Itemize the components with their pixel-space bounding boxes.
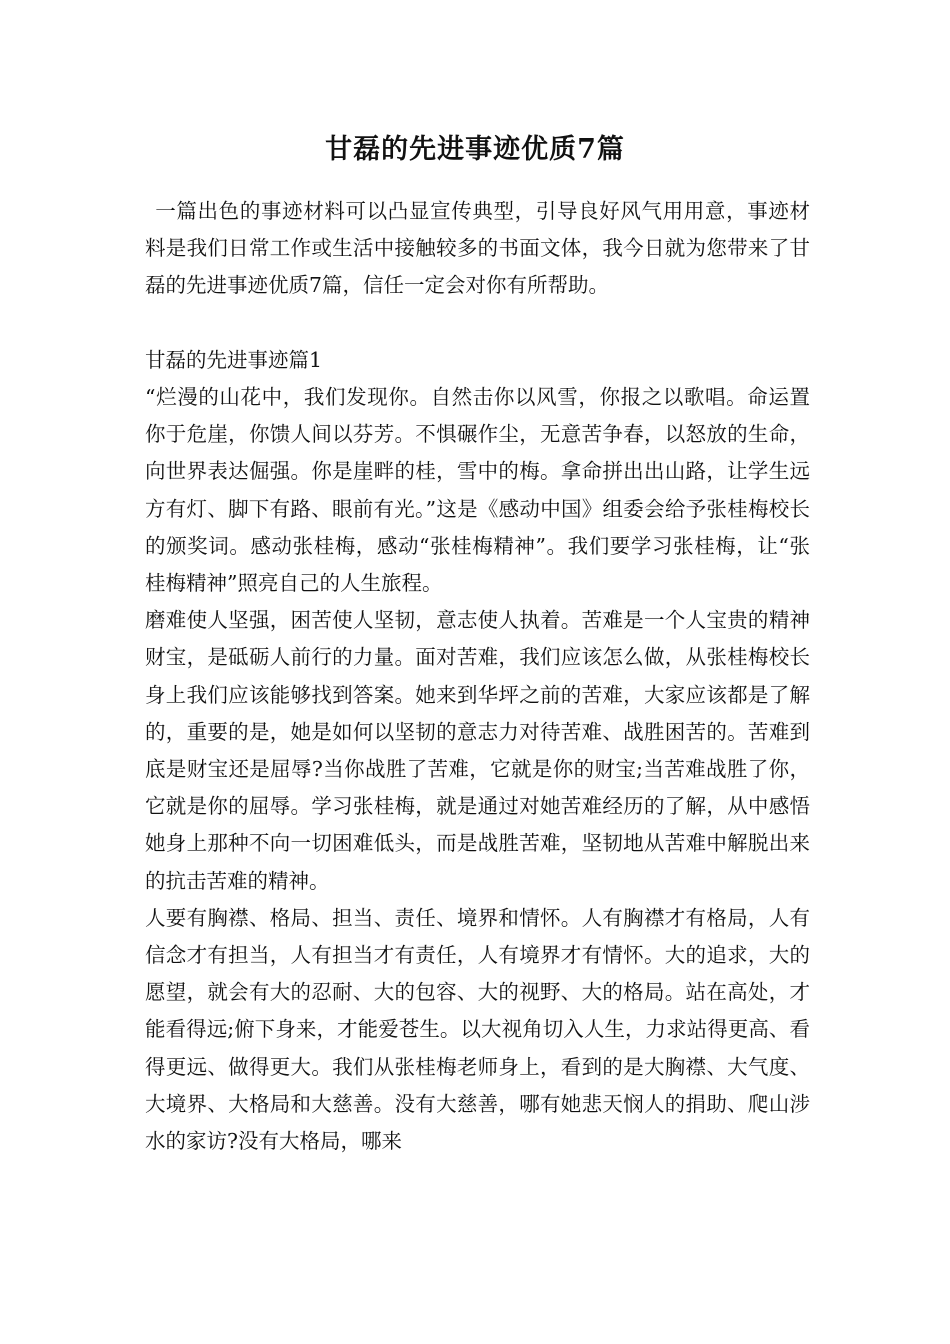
document-title: 甘磊的先进事迹优质7篇 xyxy=(325,134,625,165)
body-paragraph: 人要有胸襟、格局、担当、责任、境界和情怀。人有胸襟才有格局，人有信念才有担当，人有担当才有责任，人有境界才有情怀。大的追求，大的愿望，就会有大的忍耐、大的包容、大的视野、大的格局。站在高处，才能看得远;俯下身来，才能爱苍生。以大视角切入人生，力求站得更高、看得更远、做得更大。我们从张桂梅老师身上，看到的是大胸襟、大气度、大境界、大格局和大慈善。没有大慈善，哪有她悲天悯人的捐助、爬山涉水的家访?没有大格局，哪来 xyxy=(145,905,810,1154)
paragraph-spacer xyxy=(145,305,810,342)
document-body xyxy=(145,193,810,1160)
body-paragraph: 磨难使人坚强，困苦使人坚韧，意志使人执着。苦难是一个人宝贵的精神财宝，是砥砺人前行的力量。面对苦难，我们应该怎么做，从张桂梅校长身上我们应该能够找到答案。她来到华坪之前的苦难，大家应该都是了解的，重要的是，她是如何以坚韧的意志力对待苦难、战胜困苦的。苦难到底是财宝还是屈辱?当你战胜了苦难，它就是你的财宝;当苦难战胜了你，它就是你的屈辱。学习张桂梅，就是通过对她苦难经历的了解，从中感悟她身上那种不向一切困难低头，而是战胜苦难，坚韧地从苦难中解脱出来的抗击苦难的精神。 xyxy=(145,608,810,893)
intro-paragraph: 一篇出色的事迹材料可以凸显宣传典型，引导良好风气用用意，事迹材料是我们日常工作或生活中接触较多的书面文体，我今日就为您带来了甘磊的先进事迹优质7篇，信任一定会对你有所帮助。 xyxy=(145,199,810,298)
body-paragraph: “烂漫的山花中，我们发现你。自然击你以风雪，你报之以歌唱。命运置你于危崖，你馈人间以芬芳。不惧碾作尘，无意苦争春，以怒放的生命，向世界表达倔强。你是崖畔的桂，雪中的梅。拿命拼出出山路，让学生远方有灯、脚下有路、眼前有光。”这是《感动中国》组委会给予张桂梅校长的颁奖词。感动张桂梅，感动“张桂梅精神”。我们要学习张桂梅，让“张桂梅精神”照亮自己的人生旅程。 xyxy=(145,385,810,596)
section-heading: 甘磊的先进事迹篇1 xyxy=(145,347,323,372)
